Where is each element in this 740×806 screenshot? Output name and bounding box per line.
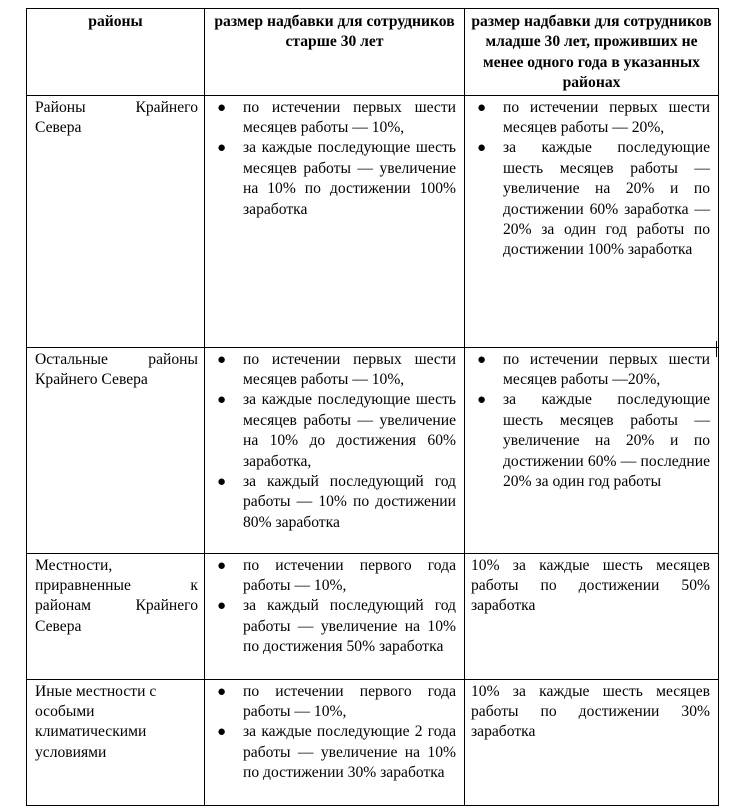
region-cell: Остальные районы Крайнего Севера: [27, 347, 205, 553]
cursor-marker: [716, 341, 717, 357]
bullet-icon: ●: [217, 474, 227, 491]
bullet-icon: ●: [477, 392, 487, 409]
older-cell: [205, 553, 465, 679]
list-item: ● по истечении первых шести месяцев работы — 10%,: [217, 350, 456, 389]
younger-cell: 10% за каждые шесть месяцев работы по достижении 50% заработка: [465, 553, 719, 679]
younger-cell: [465, 95, 719, 347]
bullet-icon: ●: [217, 392, 227, 409]
list-item: ● за каждые последующие 2 года работы — увеличение на 10% по достижении 30% заработка: [217, 723, 456, 782]
bullet-icon: ●: [477, 99, 487, 116]
header-older: размер надбавки для сотрудников старше 30 лет: [205, 9, 465, 96]
bullet-icon: ●: [217, 351, 227, 368]
region-cell: Районы Крайнего Севера: [27, 95, 205, 347]
older-cell: [205, 95, 465, 347]
bullet-icon: ●: [477, 351, 487, 368]
header-regions: районы: [27, 9, 205, 96]
table-row: [27, 347, 719, 553]
bullet-icon: ●: [217, 140, 227, 157]
table-row: [27, 95, 719, 347]
list-item: ● по истечении первых шести месяцев работы — 20%,: [477, 98, 710, 137]
list-item: ● по истечении первого года работы — 10%,: [217, 556, 456, 595]
list-item: ● за каждые последующие шесть месяцев работы — увеличение на 10% по достижении 100% заработка: [217, 139, 456, 218]
list-item: ● по истечении первых шести месяцев работы —20%,: [477, 350, 710, 389]
older-cell: [205, 347, 465, 553]
bullet-icon: ●: [217, 557, 227, 574]
bullet-icon: ●: [217, 724, 227, 741]
list-item: ● за каждые последующие шесть месяцев работы — увеличение на 20% и по достижении 60% заработка — 20% за один год работы по достижении 100% заработка: [477, 139, 710, 259]
list-item: ● за каждый последующий год работы — 10% по достижении 80% заработка: [217, 473, 456, 531]
header-younger: размер надбавки для сотрудников младше 30 лет, проживших не менее одного года в указанных районах: [465, 9, 719, 96]
bullet-icon: ●: [477, 140, 487, 157]
region-cell: Иные местности с особыми климатическими условиями: [27, 679, 205, 805]
list-item: ● за каждые последующие шесть месяцев работы — увеличение на 10% до достижения 60% заработка,: [217, 391, 456, 470]
allowance-table: [26, 8, 719, 806]
table-row: [27, 553, 719, 679]
table-row: [27, 679, 719, 805]
younger-cell: [465, 347, 719, 553]
bullet-icon: ●: [217, 99, 227, 116]
older-cell: [205, 679, 465, 805]
list-item: ● за каждые последующие шесть месяцев работы — увеличение на 20% и по достижении 60% — последние 20% за один год работы: [477, 391, 710, 491]
table-header-row: [27, 9, 719, 96]
list-item: ● за каждый последующий год работы — увеличение на 10% по достижения 50% заработка: [217, 597, 456, 656]
bullet-icon: ●: [217, 598, 227, 615]
bullet-icon: ●: [217, 683, 227, 700]
younger-cell: 10% за каждые шесть месяцев работы по достижении 30% заработка: [465, 679, 719, 805]
list-item: ● по истечении первого года работы — 10%,: [217, 682, 456, 721]
list-item: ● по истечении первых шести месяцев работы — 10%,: [217, 98, 456, 137]
region-cell: Местности, приравненные к районам Крайнего Севера: [27, 553, 205, 679]
